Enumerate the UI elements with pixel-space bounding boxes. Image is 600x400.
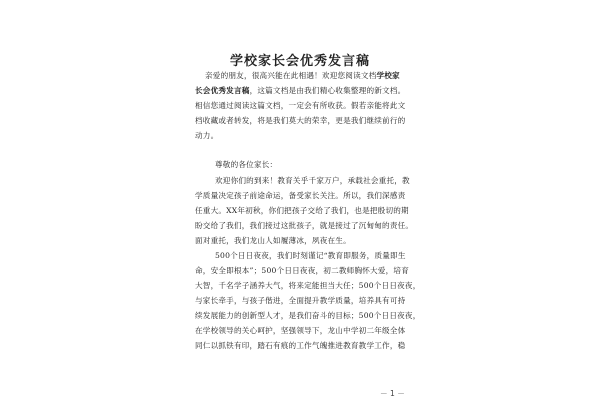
- body-line: 在学校领导的关心呵护，坚强领导下，龙山中学初二年级全体: [195, 326, 406, 335]
- body-line: 盼交给了我们，我们接过这批孩子，就是接过了沉甸甸的责任。: [195, 221, 414, 230]
- intro-line: [195, 86, 405, 96]
- body-line: 续发展能力的创新型人才，是我们奋斗的目标；500个日日夜夜，: [195, 311, 421, 320]
- body-line: 欢迎你们的到来！教育关乎千家万户，承载社会重托，教: [215, 176, 410, 185]
- intro-line: 动力。: [195, 131, 219, 140]
- intro-emphasis: 学校家: [376, 71, 400, 80]
- intro-text: ，这篇文档是由我们精心收集整理的新文档。: [249, 86, 406, 95]
- body-line: 500个日日夜夜，我们时刻谨记“教育即服务，质量即生: [215, 251, 406, 260]
- page-number: － 1 －: [380, 389, 405, 398]
- body-line: 大智，千名学子涵养大气，将来定能担当大任；500个日日夜夜，: [195, 281, 421, 290]
- body-line: 命，安全即根本”；500个日日夜夜，初二教师胸怀大爱，培育: [195, 266, 410, 275]
- body-line: 同仁以抓铁有印，踏石有痕的工作气魄推进教育教学工作，稳: [195, 341, 406, 350]
- intro-line: 档收藏或者转发，将是我们莫大的荣幸，更是我们继续前行的: [195, 116, 406, 125]
- intro-line: [205, 71, 400, 81]
- body-line: 与家长牵手，与孩子偕进，全面提升教学质量，培养具有可持: [195, 296, 406, 305]
- document-title: 学校家长会优秀发言稿: [229, 54, 370, 69]
- body-line: 学质量决定孩子前途命运，备受家长关注。所以，我们深感责: [195, 191, 406, 200]
- body-line: 任重大。XX年初秋，你们把孩子交给了我们，也是把殷切的期: [195, 206, 409, 215]
- intro-text: 亲爱的朋友，很高兴能在此相遇！欢迎您阅读文档: [205, 71, 377, 80]
- intro-line: 相信您通过阅读这篇文档，一定会有所收获。假若亲能将此文: [195, 101, 406, 110]
- intro-emphasis: 长会优秀发言稿: [195, 86, 250, 95]
- body-line: 面对重托，我们龙山人如履薄冰，夙夜在生。: [195, 236, 351, 245]
- greeting: 尊敬的各位家长：: [215, 160, 278, 169]
